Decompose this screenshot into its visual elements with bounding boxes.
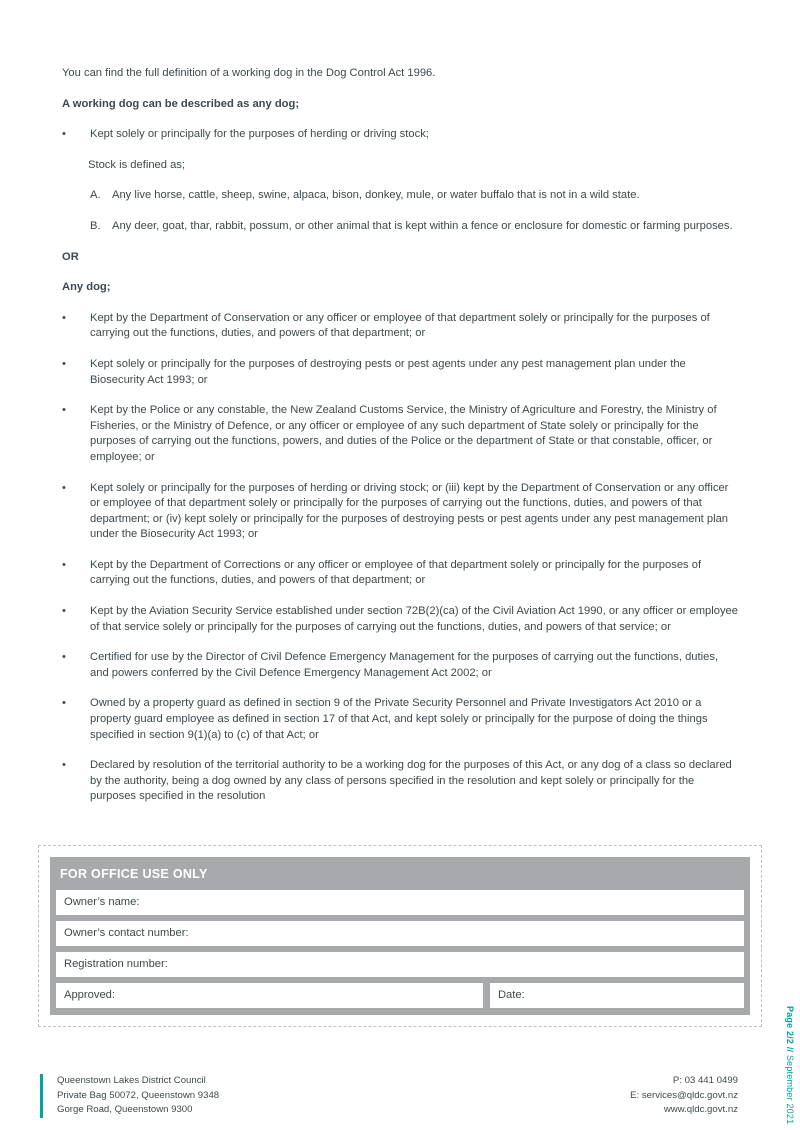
page-footer	[40, 1074, 738, 1118]
bullet-marker: •	[62, 697, 66, 710]
list-item-text: Declared by resolution of the territorial authority to be a working dog for the purposes of this Act, or any dog of a class so declared by the authority, being a dog owned by any class of persons specified in the resolution and kept solely or principally for the purposes specified in the resolution	[90, 759, 732, 803]
list-item	[90, 219, 738, 235]
registration-number-field[interactable]: Registration number:	[56, 952, 744, 977]
approved-field[interactable]: Approved:	[56, 983, 483, 1008]
list-item-text: Kept solely or principally for the purposes of herding or driving stock;	[90, 128, 429, 141]
sidebar-separator: //	[785, 1043, 795, 1055]
list-item-text: Kept by the Department of Conservation or any officer or employee of that department solely or principally for the purposes of carrying out the functions, duties, and powers of that department; or	[90, 311, 710, 340]
list-item	[90, 188, 738, 204]
stock-definition-list	[90, 188, 738, 234]
revision-date: September 2021	[785, 1054, 795, 1124]
org-name: Queenstown Lakes District Council	[57, 1075, 206, 1087]
bullet-marker: •	[62, 128, 66, 141]
address-line: Private Bag 50072, Queenstown 9348	[57, 1089, 220, 1101]
bullet-marker: •	[62, 651, 66, 664]
list-item	[62, 311, 738, 342]
office-use-box	[38, 845, 762, 1027]
stock-definition-label: Stock is defined as;	[88, 158, 186, 171]
office-use-title: FOR OFFICE USE ONLY	[60, 867, 208, 881]
bullet-marker: •	[62, 357, 66, 370]
list-item	[62, 650, 738, 681]
phone-number: P: 03 441 0499	[672, 1075, 738, 1087]
bullet-marker: •	[62, 558, 66, 571]
list-item	[62, 604, 738, 635]
list-item	[62, 696, 738, 743]
footer-address	[40, 1074, 219, 1118]
list-item	[62, 481, 738, 543]
intro-text: You can find the full definition of a working dog in the Dog Control Act 1996.	[62, 67, 436, 79]
list-item-text: Any deer, goat, thar, rabbit, possum, or other animal that is kept within a fence or enclosure for domestic or farming purposes.	[112, 219, 733, 232]
list-item-text: Certified for use by the Director of Civil Defence Emergency Management for the purposes of carrying out the functions, duties, and powers conferred by the Civil Defence Emergency Management Act 2002; or	[90, 651, 719, 679]
list-item-text: Kept solely or principally for the purposes of destroying pests or pest agents under any pest management plan under the Biosecurity Act 1993; or	[90, 357, 686, 386]
owner-contact-field[interactable]: Owner’s contact number:	[56, 921, 744, 946]
page-number: Page 2/2	[785, 1005, 795, 1044]
page-number-sidebar	[785, 1006, 795, 1124]
bullet-marker: •	[62, 404, 66, 417]
or-label: OR	[62, 250, 79, 263]
email-link[interactable]: E: services@qldc.govt.nz	[630, 1089, 738, 1101]
bullet-marker: •	[62, 311, 66, 324]
list-item-text: Owned by a property guard as defined in section 9 of the Private Security Personnel and Private Investigators Act 2010 or a property guard employee as defined in section 17 of that Act, and kept solely or principally for the purpose of doing the things specified in section 9(1)(a) to (c) of that Act; or	[90, 697, 708, 741]
list-item	[62, 127, 738, 143]
approved-date-row	[56, 983, 744, 1008]
address-line: Gorge Road, Queenstown 9300	[57, 1104, 193, 1116]
owner-name-field[interactable]: Owner’s name:	[56, 890, 744, 915]
heading-any-dog: Any dog;	[62, 281, 111, 294]
bullet-marker: •	[62, 759, 66, 772]
bullet-marker: •	[62, 605, 66, 618]
footer-contact	[630, 1074, 738, 1118]
list-item	[62, 758, 738, 805]
list-item	[62, 403, 738, 465]
heading-working-dog: A working dog can be described as any dog;	[62, 97, 300, 110]
list-item-letter: A.	[90, 189, 101, 202]
bullet-marker: •	[62, 481, 66, 494]
list-item-text: Any live horse, cattle, sheep, swine, alpaca, bison, donkey, mule, or water buffalo that is not in a wild state.	[112, 189, 640, 202]
list-item-text: Kept by the Aviation Security Service established under section 72B(2)(ca) of the Civil Aviation Act 1990, or any officer or employee of that service solely or principally for the purposes of carrying out the functions, duties, and powers of that service; or	[90, 605, 738, 633]
list-item-text: Kept by the Department of Corrections or any officer or employee of that department solely or principally for the purposes of carrying out the functions, duties, and powers of that department; or	[90, 558, 702, 587]
list-item	[62, 357, 738, 388]
date-field[interactable]: Date:	[490, 983, 744, 1008]
list-item-letter: B.	[90, 219, 101, 232]
list-item-text: Kept solely or principally for the purposes of herding or driving stock; or (iii) kept by the Department of Conservation or any officer or employee of that department solely or principally for the purposes of carrying out the functions, duties, and powers of that department; or (iv) kept solely or principally for the purposes of destroying pests or pest agents under any pest management plan under the Biosecurity Act 1993; or	[90, 481, 729, 541]
list-item	[62, 558, 738, 589]
office-use-panel	[50, 857, 750, 1015]
list-item-text: Kept by the Police or any constable, the New Zealand Customs Service, the Ministry of Agriculture and Forestry, the Ministry of Fisheries, or the Ministry of Defence, or any officer or employee of any such department of State solely or principally for the purposes of carrying out the functions, powers, and duties of the Police or the department of State or that constable, officer, or employee; or	[90, 404, 717, 463]
website-link[interactable]: www.qldc.govt.nz	[663, 1104, 738, 1116]
